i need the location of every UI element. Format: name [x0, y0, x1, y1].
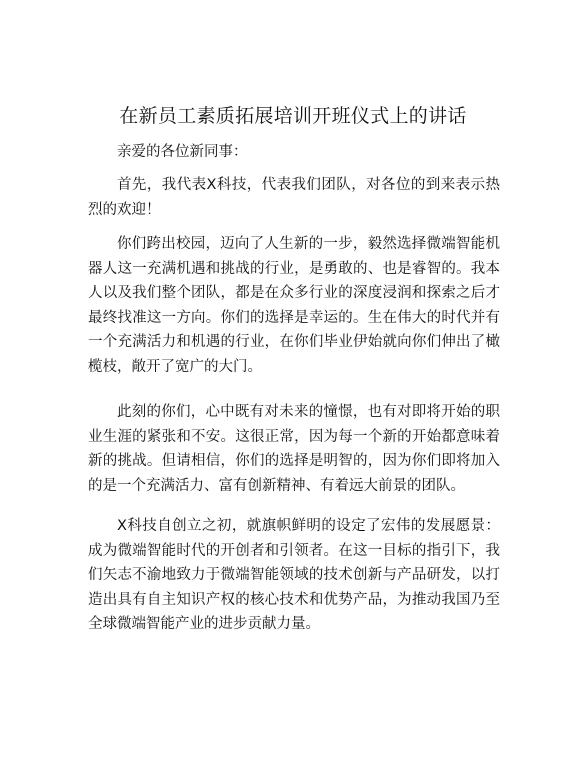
- paragraph-welcome: 首先，我代表X科技，代表我们团队，对各位的到来表示热烈的欢迎！: [88, 177, 500, 218]
- paragraph-choice: 你们跨出校园，迈向了人生新的一步，毅然选择微端智能机器人这一充满机遇和挑战的行业，是勇敢的、也是睿智的。我本人以及我们整个团队，都是在众多行业的深度浸润和探索之后才最终找准这一方向。你们的选择是幸运的。生在伟大的时代并有一个充满活力和机遇的行业，在你们毕业伊始就向你们伸出了橄榄枝，敞开了宽广的大门。: [88, 236, 500, 375]
- paragraph-expectation: 此刻的你们，心中既有对未来的憧憬，也有对即将开始的职业生涯的紧张和不安。这很正常，因为每一个新的开始都意味着新的挑战。但请相信，你们的选择是明智的，因为你们即将加入的是一个充满活力、富有创新精神、有着远大前景的团队。: [88, 404, 500, 494]
- greeting-line: 亲爱的各位新同事：: [117, 144, 248, 160]
- speech-title: 在新员工素质拓展培训开班仪式上的讲话: [119, 105, 467, 127]
- paragraph-vision: X科技自创立之初，就旗帜鲜明的设定了宏伟的发展愿景：成为微端智能时代的开创者和引领者。在这一目标的指引下，我们矢志不渝地致力于微端智能领域的技术创新与产品研发，以打造出具有自主知识产权的核心技术和优势产品，为推动我国乃至全球微端智能产业的进步贡献力量。: [88, 518, 500, 633]
